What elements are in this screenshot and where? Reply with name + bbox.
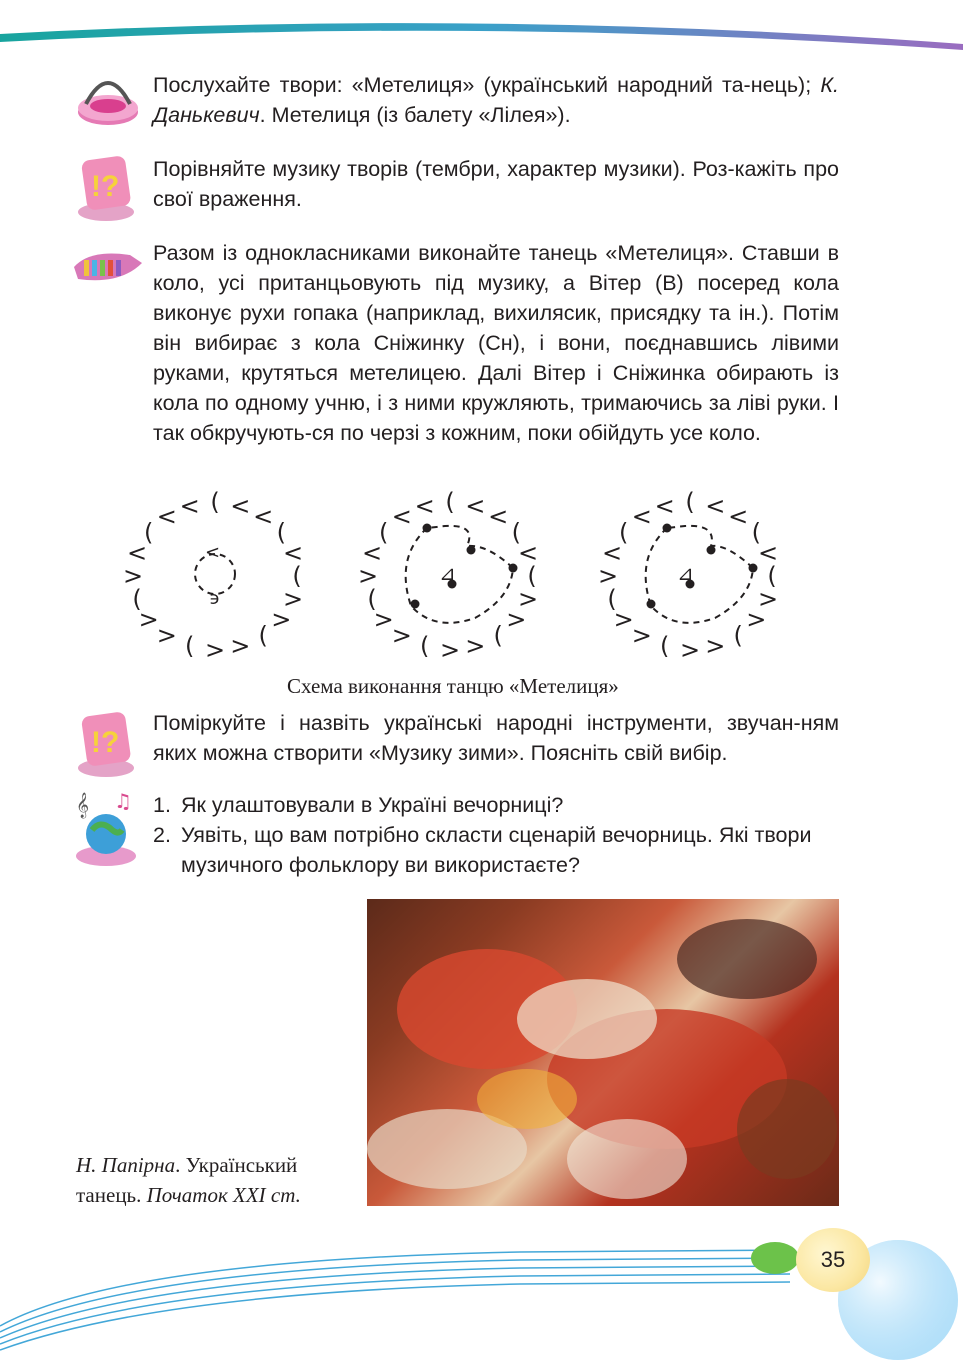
- dancer-chevron: (: [607, 584, 617, 613]
- dancer-chevron: <: [230, 491, 251, 520]
- scheme-circle-3: [598, 488, 778, 664]
- dancer-chevron: >: [282, 584, 304, 613]
- dancer-chevron: (: [445, 488, 455, 517]
- dancer-chevron: (: [751, 518, 761, 547]
- svg-text:♫: ♫: [114, 790, 132, 813]
- dancer-chevron: >: [122, 562, 144, 590]
- dancer-chevron: (: [379, 518, 389, 547]
- dancer-chevron: (: [367, 584, 377, 613]
- dancer-chevron: >: [230, 632, 251, 661]
- dancer-chevron: >: [597, 562, 619, 590]
- dancer-chevron: (: [258, 621, 268, 650]
- dancer-chevron: (: [144, 518, 154, 547]
- dancer-chevron: <: [728, 502, 749, 531]
- dancer-chevron: (: [276, 518, 286, 547]
- dancer-chevron: (: [420, 632, 430, 661]
- painting-ukrainian-dance: [367, 899, 839, 1206]
- painting-author: Н. Папірна: [76, 1153, 176, 1177]
- activity-instruments-text: Поміркуйте і назвіть українські народні інструменти, звучан-ням яких можна створити «Музику зими». Поясніть свій вибір.: [153, 711, 839, 765]
- dancer-chevron: >: [757, 584, 779, 613]
- dancer-chevron: <: [179, 491, 200, 520]
- page-number: 35: [796, 1228, 870, 1292]
- questions-list: [153, 790, 839, 880]
- dancer-chevron: <: [631, 502, 652, 531]
- dancer-chevron: >: [373, 605, 394, 634]
- dancer-chevron: >: [439, 635, 461, 664]
- dancer-chevron: (: [767, 562, 777, 590]
- dancer-chevron: (: [527, 562, 537, 590]
- dancer-chevron: (: [185, 632, 195, 661]
- dancer-chevron: <: [488, 502, 509, 531]
- question-item: [153, 790, 839, 820]
- dancer-chevron: <: [654, 491, 675, 520]
- activity-compare-text: Порівняйте музику творів (тембри, характер музики). Роз-кажіть про свої враження.: [153, 157, 839, 211]
- dancer-chevron: <: [465, 491, 486, 520]
- diagram-caption: Схема виконання танцю «Метелиця»: [287, 674, 619, 698]
- listen-text-part1: Послухайте твори: «Метелиця» (український народний та-нець);: [153, 73, 821, 97]
- composer-name: К. Данькевич: [153, 73, 839, 127]
- dancer-chevron: >: [465, 632, 486, 661]
- top-decorative-band: [0, 0, 963, 60]
- dancer-chevron: >: [357, 562, 379, 590]
- dancer-chevron: >: [705, 632, 726, 661]
- svg-text:⊿: ⊿: [677, 561, 694, 585]
- question-number: 1.: [153, 793, 171, 817]
- scheme-circle-2: [358, 488, 538, 664]
- question-exclamation-icon: [74, 708, 138, 780]
- dance-scheme-diagram: [115, 488, 785, 666]
- dancer-chevron: >: [613, 605, 634, 634]
- painting-caption: [76, 1150, 356, 1210]
- dancer-chevron: >: [204, 635, 226, 664]
- dancer-chevron: >: [506, 605, 527, 634]
- svg-text:<: <: [205, 542, 221, 563]
- dancer-chevron: (: [660, 632, 670, 661]
- globe-music-icon: [70, 790, 142, 870]
- headphones-icon: [74, 68, 142, 130]
- dancer-chevron: <: [705, 491, 726, 520]
- dancer-chevron: >: [391, 621, 412, 650]
- question-number: 2.: [153, 823, 171, 847]
- dancer-chevron: <: [601, 539, 623, 568]
- question-item: [153, 820, 839, 880]
- dancer-chevron: (: [511, 518, 521, 547]
- activity-listen-text: [153, 70, 839, 130]
- dancer-chevron: >: [631, 621, 652, 650]
- scheme-circle-1: [123, 488, 303, 664]
- dancer-chevron: <: [414, 491, 435, 520]
- dancer-chevron: >: [746, 605, 767, 634]
- painting-period: Початок XXI ст.: [146, 1183, 301, 1207]
- dancer-chevron: (: [132, 584, 142, 613]
- dancer-chevron: >: [679, 635, 701, 664]
- dancer-chevron: (: [210, 488, 220, 517]
- piano-keys-icon: [70, 245, 144, 287]
- dancer-chevron: >: [156, 621, 177, 650]
- svg-text:!?: !?: [91, 726, 120, 759]
- painting-title: . Український танець.: [76, 1153, 298, 1207]
- dancer-chevron: <: [253, 502, 274, 531]
- dancer-chevron: <: [517, 539, 539, 568]
- dancer-chevron: <: [282, 539, 304, 568]
- dancer-chevron: <: [757, 539, 779, 568]
- dancer-chevron: <: [361, 539, 383, 568]
- dancer-chevron: (: [619, 518, 629, 547]
- dancer-chevron: <: [156, 502, 177, 531]
- activity-dance-text: Разом із однокласниками виконайте танець «Метелиця». Ставши в коло, усі пританцьовують під музику, а Вітер (В) посеред кола виконує рухи гопака (наприклад, вихилясик, присядку та ін.). Потім він вибирає з кола Сніжинку (Сн), і вони, поєднавшись лівими руками, крутяться метелицею. Далі Вітер і Сніжинка обирають із кола по одному учню, і з ними кружляють, тримаючись за ліві руки. І так обкручують-ся по черзі з кожним, поки обійдуть усе коло.: [153, 241, 839, 445]
- svg-text:𝄞: 𝄞: [76, 793, 90, 818]
- question-text: Уявіть, що вам потрібно скласти сценарій вечорниць. Які твори музичного фольклору ви використаєте?: [181, 823, 812, 877]
- dancer-chevron: <: [126, 539, 148, 568]
- dancer-chevron: >: [517, 584, 539, 613]
- listen-text-part2: . Метелиця (із балету «Лілея»).: [259, 103, 571, 127]
- svg-text:϶: ϶: [209, 588, 221, 609]
- question-text: Як улаштовували в Україні вечорниці?: [181, 793, 564, 817]
- dancer-chevron: (: [493, 621, 503, 650]
- dancer-chevron: (: [733, 621, 743, 650]
- dancer-chevron: <: [391, 502, 412, 531]
- svg-text:⊿: ⊿: [439, 561, 456, 585]
- dancer-chevron: >: [138, 605, 159, 634]
- dancer-chevron: >: [271, 605, 292, 634]
- question-exclamation-icon: [74, 152, 138, 224]
- svg-text:!?: !?: [91, 170, 120, 203]
- leaf-icon: [751, 1242, 799, 1274]
- dancer-chevron: (: [292, 562, 302, 590]
- dancer-chevron: (: [685, 488, 695, 517]
